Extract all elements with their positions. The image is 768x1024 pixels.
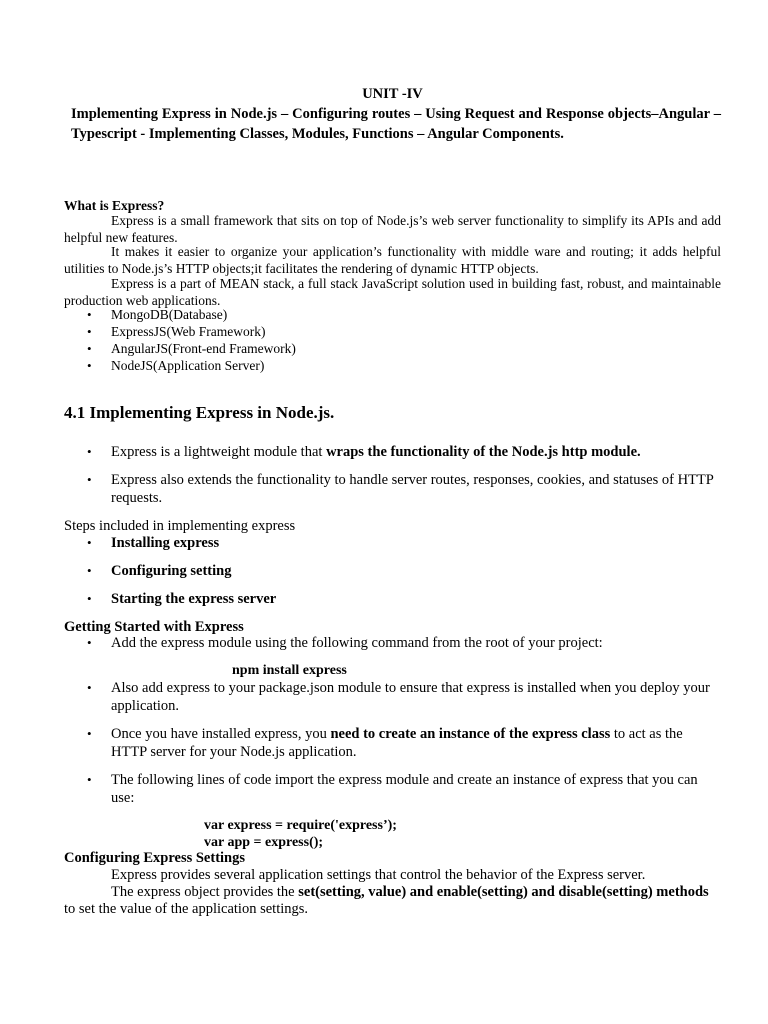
unit-title: UNIT -IV bbox=[362, 86, 423, 102]
bullet: • bbox=[87, 358, 92, 373]
bullet: • bbox=[87, 635, 92, 650]
unit-heading: Implementing Express in Node.js – Configuring routes – Using Request and Response objects–Angular – Typescript - Implementing Classes, Modules, Functions – Angular Components. bbox=[71, 106, 721, 142]
section-41-title: 4.1 Implementing Express in Node.js. bbox=[64, 403, 335, 422]
what-is-express-para1: Express is a small framework that sits on top of Node.js’s web server functionality to simplify its APIs and add helpful new features. bbox=[64, 213, 721, 245]
configuring-title: Configuring Express Settings bbox=[64, 850, 246, 866]
bullet: • bbox=[87, 591, 92, 606]
bullet: • bbox=[87, 472, 92, 487]
configuring-para2: The express object provides the set(setting, value) and enable(setting) and disable(setting) methods to set the value of the application settings. bbox=[64, 884, 709, 917]
code-line-require: var express = require('express’); bbox=[204, 818, 397, 833]
bullet: • bbox=[87, 772, 92, 787]
bullet: • bbox=[87, 535, 92, 550]
what-is-express-title: What is Express? bbox=[64, 198, 165, 213]
bullet: • bbox=[87, 444, 92, 459]
what-is-express-para3: Express is a part of MEAN stack, a full stack JavaScript solution used in building fast, robust, and maintainable production web applications. bbox=[64, 276, 721, 308]
bullet: • bbox=[87, 680, 92, 695]
bullet: • bbox=[87, 341, 92, 356]
configuring-para1: Express provides several application settings that control the behavior of the Express server. bbox=[111, 867, 646, 883]
getting-started-title: Getting Started with Express bbox=[64, 619, 244, 635]
bullet: • bbox=[87, 726, 92, 741]
bullet: • bbox=[87, 307, 92, 322]
what-is-express-para2: It makes it easier to organize your application’s functionality with middle ware and routing; it adds helpful utilities to Node.js’s HTTP objects;it facilitates the rendering of dynamic HTTP objects. bbox=[64, 244, 721, 276]
steps-intro: Steps included in implementing express bbox=[64, 518, 296, 534]
code-line-app: var app = express(); bbox=[204, 835, 324, 850]
bullet: • bbox=[87, 563, 92, 578]
npm-install-command: npm install express bbox=[232, 663, 347, 678]
bullet: • bbox=[87, 324, 92, 339]
